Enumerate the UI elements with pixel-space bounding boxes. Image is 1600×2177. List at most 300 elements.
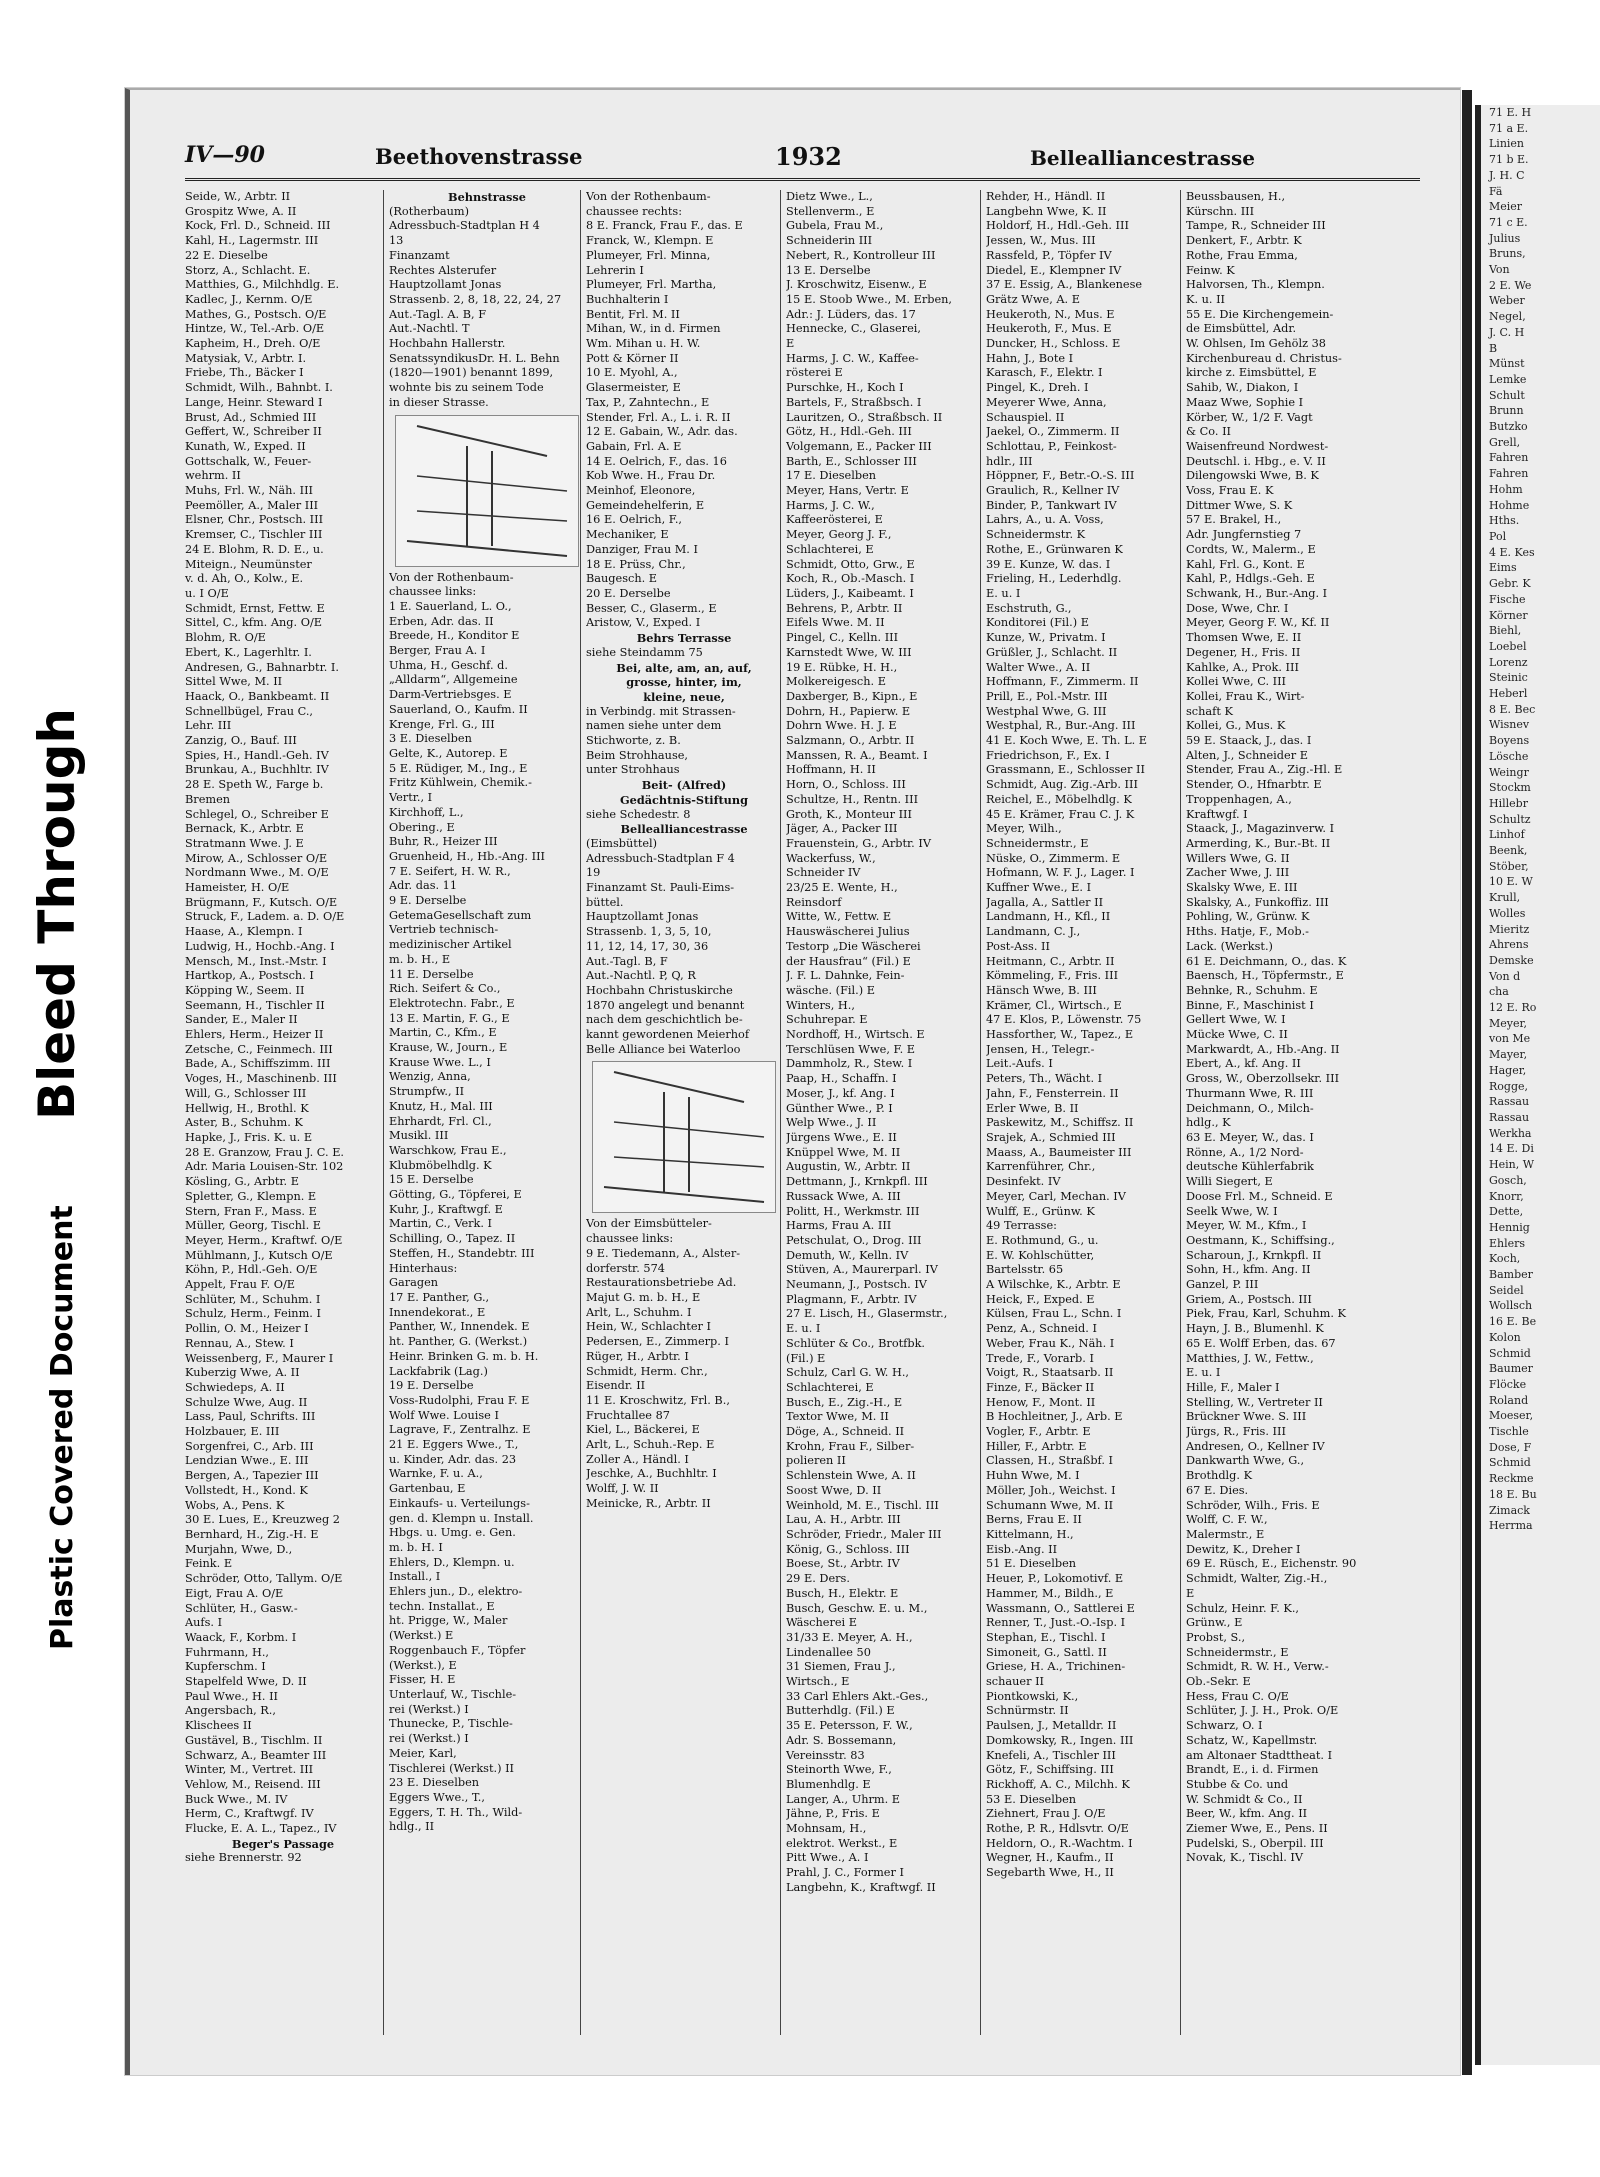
directory-entry: Beit- (Alfred): [641, 778, 727, 793]
strip-entry: Demske: [1489, 953, 1534, 967]
directory-entry: Lagrave, F., Zentralhz. E: [389, 1423, 531, 1437]
directory-entry: Fruchtallee 87: [586, 1408, 670, 1422]
directory-entry: Huhn Wwe, M. I: [986, 1469, 1080, 1483]
directory-entry: Arlt, L., Schuh.-Rep. E: [586, 1438, 715, 1452]
directory-entry: Pedersen, E., Zimmerp. I: [586, 1335, 729, 1349]
directory-entry: Plumeyer, Frl. Minna,: [586, 248, 711, 262]
directory-entry: J. Kroschwitz, Eisenw., E: [786, 278, 927, 292]
directory-entry: Sohn, H., kfm. Ang. II: [1186, 1263, 1311, 1277]
directory-entry: gen. d. Klempn u. Install.: [389, 1511, 534, 1525]
directory-entry: Dohrn Wwe. H. J. E: [786, 719, 897, 733]
directory-entry: Mathes, G., Postsch. O/E: [185, 307, 327, 321]
directory-entry: 33 Carl Ehlers Akt.-Ges.,: [786, 1689, 929, 1703]
directory-entry: Kömmeling, F., Fris. III: [986, 969, 1119, 983]
directory-entry: nach dem geschichtlich be-: [586, 1013, 743, 1027]
directory-entry: Berger, Frau A. I: [389, 644, 486, 658]
strip-entry: Hennig: [1489, 1220, 1530, 1234]
directory-entry: Zetsche, C., Feinmech. III: [185, 1042, 333, 1056]
directory-entry: chaussee links:: [389, 585, 477, 599]
directory-entry: 5 E. Rüdiger, M., Ing., E: [389, 761, 528, 775]
directory-entry: Bartels, F., Straßbsch. I: [786, 395, 922, 409]
strip-entry: Mayer,: [1489, 1048, 1528, 1062]
strip-entry: Brunn: [1489, 404, 1524, 418]
directory-entry: 18 E. Prüss, Chr.,: [586, 557, 686, 571]
directory-entry: Hein, W., Schlachter I: [586, 1320, 711, 1334]
strip-entry: Fä: [1489, 184, 1503, 198]
directory-entry: Willi Siegert, E: [1186, 1175, 1273, 1189]
directory-entry: Kahlke, A., Prok. III: [1186, 660, 1299, 674]
directory-entry: Daxberger, B., Kipn., E: [786, 689, 918, 703]
directory-entry: Martin, C., Kfm., E: [389, 1026, 497, 1040]
directory-entry: 49 Terrasse:: [986, 1219, 1057, 1233]
directory-entry: Müller, Georg, Tischl. E: [185, 1219, 322, 1233]
directory-entry: W. Ohlsen, Im Gehölz 38: [1186, 337, 1326, 351]
directory-entry: 15 E. Stoob Wwe., M. Erben,: [786, 292, 953, 306]
directory-entry: Meinicke, R., Arbtr. II: [586, 1496, 711, 1510]
directory-entry: „Alldarm“, Allgemeine: [389, 673, 518, 687]
strip-entry: Stöber,: [1489, 859, 1529, 873]
directory-entry: Winter, M., Vertret. III: [185, 1763, 314, 1777]
directory-entry: Musikl. III: [389, 1129, 449, 1143]
directory-entry: hdlr., III: [986, 454, 1033, 468]
directory-entry: Struck, F., Ladem. a. D. O/E: [185, 910, 345, 924]
directory-entry: Malermstr., E: [1186, 1527, 1265, 1541]
directory-entry: Kollei, Frau K., Wirt-: [1186, 689, 1305, 703]
directory-entry: 39 E. Kunze, W. das. I: [986, 557, 1111, 571]
directory-entry: Schnürmstr. II: [986, 1704, 1069, 1718]
strip-entry: Julius: [1489, 231, 1521, 245]
directory-entry: Beger's Passage: [231, 1836, 335, 1851]
strip-entry: Zimack: [1489, 1503, 1530, 1517]
directory-entry: Bentit, Frl. M. II: [586, 307, 680, 321]
strip-entry: Roland: [1489, 1393, 1529, 1407]
directory-entry: Thunecke, P., Tischle-: [389, 1717, 513, 1731]
directory-entry: Weissenberg, F., Maurer I: [185, 1351, 334, 1365]
directory-entry: deutsche Kühlerfabrik: [1186, 1160, 1314, 1174]
directory-entry: Waisenfreund Nordwest-: [1186, 439, 1329, 453]
directory-entry: Harms, J. C. W.,: [786, 498, 875, 512]
directory-entry: Eisb.-Ang. II: [986, 1542, 1058, 1556]
directory-entry: Geffert, W., Schreiber II: [185, 425, 322, 439]
strip-entry: Mieritz: [1489, 922, 1530, 936]
directory-entry: Moser, J., kf. Ang. I: [786, 1086, 895, 1100]
directory-entry: Lauritzen, O., Straßbsch. II: [786, 410, 943, 424]
directory-entry: Hoffmann, F., Zimmerm. II: [986, 675, 1139, 689]
directory-entry: Heukeroth, F., Mus. E: [986, 322, 1112, 336]
directory-entry: Walter Wwe., A. II: [986, 660, 1091, 674]
directory-entry: Westphal Wwe, G. III: [986, 704, 1107, 718]
directory-entry: Paul Wwe., H. II: [185, 1689, 279, 1703]
directory-entry: Dose, Wwe, Chr. I: [1186, 601, 1289, 615]
directory-entry: Pollin, O. M., Heizer I: [185, 1322, 309, 1336]
directory-entry: SenatssyndikusDr. H. L. Behn: [389, 351, 560, 365]
directory-entry: Glasermeister, E: [586, 381, 681, 395]
strip-entry: Butzko: [1489, 420, 1528, 434]
directory-entry: Beer, W., kfm. Ang. II: [1186, 1807, 1308, 1821]
directory-entry: 11 E. Kroschwitz, Frl. B.,: [586, 1393, 730, 1407]
directory-entry: Dewitz, K., Dreher I: [1186, 1542, 1301, 1556]
directory-entry: Vertrieb technisch-: [389, 923, 499, 937]
strip-entry: cha: [1489, 985, 1509, 999]
directory-entry: E. W. Kohlschütter,: [986, 1248, 1095, 1262]
directory-entry: Stelling, W., Vertreter II: [1186, 1395, 1323, 1409]
directory-entry: Tischlerei (Werkst.) II: [389, 1761, 515, 1775]
directory-entry: Schlenstein Wwe, A. II: [786, 1469, 916, 1483]
directory-entry: Meyerer Wwe, Anna,: [986, 395, 1107, 409]
directory-entry: 12 E. Gabain, W., Adr. das.: [586, 425, 738, 439]
directory-entry: Blohm, R. O/E: [185, 631, 266, 645]
directory-entry: Staack, J., Magazinverw. I: [1186, 822, 1335, 836]
directory-entry: Dettmann, J., Krnkpfl. III: [786, 1175, 928, 1189]
page-header: [185, 142, 1420, 181]
strip-entry: Boyens: [1489, 734, 1530, 748]
directory-entry: Ehlers, D., Klempn. u.: [389, 1555, 515, 1569]
directory-entry: Kunze, W., Privatm. I: [986, 631, 1106, 645]
directory-entry: Hochbahn Christuskirche: [586, 983, 733, 997]
directory-entry: Peemöller, A., Maler III: [185, 498, 319, 512]
directory-entry: Hintze, W., Tel.-Arb. O/E: [185, 322, 325, 336]
directory-entry: Warschkow, Frau E.,: [389, 1143, 507, 1157]
directory-entry: Uhma, H., Geschf. d.: [389, 658, 508, 672]
directory-entry: Witte, W., Fettw. E: [786, 910, 892, 924]
directory-entry: Krämer, Cl., Wirtsch., E: [986, 998, 1122, 1012]
directory-entry: Belle Alliance bei Waterloo: [586, 1042, 741, 1056]
directory-entry: 31 Siemen, Frau J.,: [786, 1660, 896, 1674]
directory-entry: schauer II: [986, 1675, 1045, 1689]
directory-entry: Götz, H., Hdl.-Geh. III: [786, 425, 912, 439]
directory-entry: Schauspiel. II: [986, 410, 1065, 424]
directory-entry: u. I O/E: [185, 586, 229, 600]
directory-entry: Mücke Wwe, C. II: [1186, 1028, 1288, 1042]
strip-entry: Pol: [1489, 529, 1507, 543]
directory-entry: Andresen, O., Kellner IV: [1186, 1439, 1325, 1453]
directory-entry: 11 E. Derselbe: [389, 967, 474, 981]
directory-entry: 23/25 E. Wente, H.,: [786, 881, 898, 895]
directory-entry: Henow, F., Mont. II: [986, 1395, 1096, 1409]
directory-entry: Jeschke, A., Buchhltr. I: [586, 1467, 717, 1481]
directory-column: [580, 190, 782, 2035]
strip-entry: Seidel: [1489, 1283, 1524, 1297]
directory-entry: Hauswäscherei Julius: [786, 925, 910, 939]
directory-entry: 9 E. Tiedemann, A., Alster-: [586, 1246, 741, 1260]
directory-entry: Adr. Jungfernstieg 7: [1186, 528, 1302, 542]
strip-entry: Eims: [1489, 561, 1517, 575]
directory-entry: 67 E. Dies.: [1186, 1483, 1249, 1497]
strip-entry: Wisnev: [1489, 718, 1530, 732]
directory-entry: Eigt, Frau A. O/E: [185, 1586, 284, 1600]
directory-entry: Hauptzollamt Jonas: [389, 278, 502, 292]
directory-entry: Ebert, K., Lagerhltr. I.: [185, 645, 312, 659]
strip-entry: Gebr. K: [1489, 577, 1531, 591]
directory-entry: Hänsch Wwe, B. III: [986, 983, 1097, 997]
directory-entry: Boese, St., Arbtr. IV: [786, 1557, 900, 1571]
directory-entry: Matthies, J. W., Fettw.,: [1186, 1351, 1314, 1365]
directory-entry: Willers Wwe, G. II: [1186, 851, 1290, 865]
directory-entry: Kirchhoff, L.,: [389, 805, 464, 819]
directory-entry: Domkowsky, R., Ingen. III: [986, 1733, 1134, 1747]
directory-entry: Schwarz, A., Beamter III: [185, 1748, 327, 1762]
directory-entry: Hochbahn Hallerstr.: [389, 337, 506, 351]
directory-entry: Sittel, C., kfm. Ang. O/E: [185, 616, 323, 630]
directory-entry: Ehlers, Herm., Heizer II: [185, 1028, 324, 1042]
directory-column: [780, 190, 982, 2035]
directory-entry: Ziehnert, Frau J. O/E: [986, 1807, 1106, 1821]
directory-entry: Butterhdlg. (Fil.) E: [786, 1704, 895, 1718]
directory-entry: ht. Panther, G. (Werkst.): [389, 1335, 528, 1349]
directory-entry: Wobs, A., Pens. K: [185, 1498, 285, 1512]
directory-entry: Eggers Wwe., T.,: [389, 1790, 485, 1804]
strip-entry: 71 b E.: [1489, 153, 1529, 167]
directory-entry: Meyer, W. M., Kfm., I: [1186, 1219, 1307, 1233]
directory-entry: Mohnsam, H.,: [786, 1822, 867, 1836]
directory-entry: Kittelmann, H.,: [986, 1527, 1074, 1541]
directory-entry: Grünw., E: [1186, 1616, 1243, 1630]
strip-entry: 71 c E.: [1489, 215, 1528, 229]
directory-entry: Friebe, Th., Bäcker I: [185, 366, 304, 380]
directory-entry: Install., I: [389, 1570, 441, 1584]
directory-entry: Stender, Frl. A., L. i. R. II: [586, 410, 731, 424]
directory-entry: Aut.-Tagl. B, F: [586, 954, 668, 968]
directory-entry: Holzbauer, E. III: [185, 1425, 280, 1439]
directory-entry: Schmidt, Herm. Chr.,: [586, 1364, 708, 1378]
directory-entry: Besser, C., Glaserm., E: [586, 601, 717, 615]
directory-entry: Sander, E., Maler II: [185, 1013, 298, 1027]
directory-entry: Sauerland, O., Kaufm. II: [389, 702, 528, 716]
directory-entry: Rickhoff, A. C., Milchh. K: [986, 1777, 1130, 1791]
strip-entry: Hohm: [1489, 482, 1523, 496]
directory-entry: Hellwig, H., Brothl. K: [185, 1101, 309, 1115]
directory-entry: Ziemer Wwe, E., Pens. II: [1186, 1822, 1328, 1836]
directory-entry: 37 E. Essig, A., Blankenese: [986, 278, 1143, 292]
directory-entry: Flucke, E. A. L., Tapez., IV: [185, 1822, 337, 1836]
directory-entry: dorferstr. 574: [586, 1261, 665, 1275]
directory-entry: Meyer, Georg J. F.,: [786, 528, 892, 542]
directory-entry: Volgemann, E., Packer III: [786, 439, 932, 453]
bleed-through-label: Bleed Through: [28, 708, 86, 1120]
directory-entry: Kiel, L., Bäckerei, E: [586, 1423, 700, 1437]
adjacent-page-strip: [1475, 105, 1600, 2065]
strip-entry: 71 a E.: [1489, 121, 1529, 135]
directory-entry: E: [1186, 1586, 1195, 1600]
strip-entry: Lemke: [1489, 372, 1527, 386]
directory-entry: in dieser Strasse.: [389, 395, 489, 409]
directory-entry: Hahn, J., Bote I: [986, 351, 1074, 365]
strip-entry: Krull,: [1489, 891, 1521, 905]
directory-entry: Schatz, W., Kapellmstr.: [1186, 1733, 1318, 1747]
directory-entry: Gabain, Frl. A. E: [586, 439, 682, 453]
directory-entry: Paap, H., Schaffn. I: [786, 1072, 897, 1086]
directory-entry: Wenzig, Anna,: [389, 1070, 471, 1084]
directory-entry: Bergen, A., Tapezier III: [185, 1469, 319, 1483]
directory-entry: wäsche. (Fil.) E: [786, 983, 875, 997]
directory-entry: Karrenführer, Chr.,: [986, 1160, 1096, 1174]
directory-entry: Wirtsch., E: [786, 1675, 850, 1689]
directory-entry: Pohling, W., Grünw. K: [1186, 910, 1310, 924]
directory-entry: Horn, O., Schloss. III: [786, 778, 906, 792]
strip-entry: Schmid: [1489, 1346, 1531, 1360]
directory-entry: Pingel, C., Kelln. III: [786, 631, 899, 645]
directory-entry: Wäscherei E: [786, 1616, 857, 1630]
directory-entry: Obering., E: [389, 820, 455, 834]
directory-entry: Schulz, Herm., Feinm. I: [185, 1307, 321, 1321]
directory-entry: Behrs Terrasse: [636, 631, 732, 646]
directory-entry: Bartelsstr. 65: [986, 1263, 1064, 1277]
directory-entry: Gruenheid, H., Hb.-Ang. III: [389, 849, 545, 863]
directory-entry: Busch, Geschw. E. u. M.,: [786, 1601, 928, 1615]
strip-entry: Rassau: [1489, 1111, 1530, 1124]
directory-entry: Eifels Wwe. M. II: [786, 616, 885, 630]
directory-entry: kannt gewordenen Meierhof: [586, 1028, 750, 1042]
directory-entry: Schmidt, Otto, Grw., E: [786, 557, 915, 571]
directory-entry: 9 E. Derselbe: [389, 894, 467, 908]
directory-entry: Franck, W., Klempn. E: [586, 234, 714, 248]
directory-entry: Textor Wwe, M. II: [786, 1410, 889, 1424]
directory-entry: namen siehe unter dem: [586, 719, 722, 733]
directory-entry: Wulff, E., Grünw. K: [986, 1204, 1095, 1218]
directory-entry: Köhn, P., Hdl.-Geh. O/E: [185, 1263, 318, 1277]
directory-entry: Schlachterei, E: [786, 1380, 874, 1394]
directory-entry: Brunkau, A., Buchhltr. IV: [185, 763, 329, 777]
directory-entry: Schulz, Carl G. W. H.,: [786, 1366, 910, 1380]
directory-entry: Voigt, R., Staatsarb. II: [986, 1366, 1114, 1380]
directory-entry: Finanzamt: [389, 248, 450, 262]
strip-entry: Dette,: [1489, 1205, 1524, 1219]
directory-entry: Meinhof, Eleonore,: [586, 484, 696, 498]
directory-entry: Rüger, H., Arbtr. I: [586, 1349, 689, 1363]
directory-entry: Krause Wwe. L., I: [389, 1055, 491, 1069]
directory-entry: Nebert, R., Kontrolleur III: [786, 248, 936, 262]
strip-entry: Wolles: [1489, 906, 1526, 920]
directory-entry: Angersbach, R.,: [185, 1704, 276, 1718]
directory-entry: Bade, A., Schiffszimm. III: [185, 1057, 331, 1071]
directory-entry: 13 E. Martin, F. G., E: [389, 1011, 510, 1025]
directory-entry: Aufs. I: [185, 1616, 223, 1630]
directory-entry: Griem, A., Postsch. III: [1186, 1292, 1312, 1306]
directory-entry: Denkert, F., Arbtr. K: [1186, 234, 1302, 248]
directory-entry: Frieling, H., Lederhdlg.: [986, 572, 1122, 586]
directory-entry: Nordhoff, H., Wirtsch. E: [786, 1028, 925, 1042]
directory-entry: Gubela, Frau M.,: [786, 219, 884, 233]
strip-entry: 2 E. We: [1489, 278, 1532, 292]
directory-entry: Adr. Maria Louisen-Str. 102: [185, 1160, 344, 1174]
directory-entry: 17 E. Panther, G.,: [389, 1291, 490, 1304]
directory-column: [980, 190, 1182, 2035]
directory-entry: Reichel, E., Möbelhdlg. K: [986, 792, 1132, 806]
directory-entry: Lehr. III: [185, 719, 232, 733]
strip-entry: Meyer,: [1489, 1016, 1528, 1030]
directory-entry: Holdorf, H., Hdl.-Geh. III: [986, 219, 1129, 233]
directory-entry: Cordts, W., Malerm., E: [1186, 542, 1316, 556]
directory-entry: Jürgens Wwe., E. II: [786, 1131, 897, 1144]
strip-entry: 16 E. Be: [1489, 1315, 1537, 1329]
directory-entry: Schwiedeps, A. II: [185, 1380, 285, 1394]
strip-entry: Linhof: [1489, 828, 1525, 842]
directory-entry: Muhs, Frl. W., Näh. III: [185, 484, 314, 498]
strip-entry: Heberl: [1489, 687, 1528, 701]
directory-entry: 10 E. Myohl, A.,: [586, 366, 678, 380]
directory-entry: Voges, H., Maschinenb. III: [185, 1072, 337, 1086]
directory-entry: Petschulat, O., Drog. III: [786, 1233, 922, 1247]
directory-entry: König, G., Schloss. III: [786, 1542, 910, 1556]
directory-entry: Schulz, Heinr. F. K.,: [1186, 1601, 1300, 1615]
directory-entry: 45 E. Krämer, Frau C. J. K: [986, 807, 1135, 821]
strip-entry: 12 E. Ro: [1489, 1001, 1537, 1015]
directory-entry: 24 E. Blohm, R. D. E., u.: [185, 542, 324, 556]
strip-entry: J. H. C: [1489, 168, 1525, 182]
directory-entry: Erler Wwe, B. II: [986, 1101, 1079, 1115]
directory-entry: Kahl, Frl. G., Kont. E: [1186, 557, 1305, 571]
strip-entry: Weber: [1489, 294, 1525, 308]
directory-entry: Köpping W., Seem. II: [185, 983, 305, 997]
directory-entry: Prill, E., Pol.-Mstr. III: [986, 689, 1108, 703]
directory-page: [125, 88, 1460, 2075]
directory-entry: chaussee rechts:: [586, 204, 683, 218]
strip-entry: 14 E. Di: [1489, 1142, 1534, 1156]
directory-entry: Knefeli, A., Tischler III: [986, 1748, 1116, 1762]
directory-entry: Peters, Th., Wächt. I: [986, 1072, 1103, 1086]
directory-entry: Möller, Joh., Weichst. I: [986, 1483, 1116, 1497]
directory-entry: 8 E. Franck, Frau F., das. E: [586, 219, 743, 233]
strip-entry: 71 E. H: [1489, 106, 1532, 119]
left-street-heading: Beethovenstrasse: [375, 144, 583, 169]
directory-entry: Hammer, M., Bildh., E: [986, 1586, 1114, 1600]
directory-entry: (Fil.) E: [786, 1351, 826, 1365]
directory-entry: Maass, A., Baumeister III: [986, 1145, 1132, 1159]
directory-entry: Thurmann Wwe, R. III: [1186, 1086, 1314, 1100]
strip-entry: Bamber: [1489, 1268, 1533, 1282]
directory-entry: 55 E. Die Kirchengemein-: [1186, 307, 1334, 321]
directory-entry: Kollei, G., Mus. K: [1186, 719, 1286, 733]
directory-entry: Schilling, O., Tapez. II: [389, 1232, 516, 1246]
directory-entry: Heuer, P., Lokomotivf. E: [986, 1572, 1124, 1586]
directory-entry: Herm, C., Kraftwgf. IV: [185, 1807, 314, 1821]
directory-entry: Schneidermstr., E: [1186, 1645, 1289, 1659]
directory-entry: Lass, Paul, Schrifts. III: [185, 1410, 316, 1424]
directory-entry: hdlg., II: [389, 1820, 435, 1834]
directory-entry: Aut.-Nachtl. T: [389, 322, 470, 336]
directory-entry: Kirchenbureau d. Christus-: [1186, 351, 1342, 365]
directory-entry: Hapke, J., Fris. K. u. E: [185, 1131, 313, 1144]
directory-columns: [185, 190, 1420, 2035]
directory-entry: Warnke, F. u. A.,: [389, 1467, 483, 1481]
directory-entry: Adr. das. 11: [389, 879, 458, 893]
strip-entry: Fische: [1489, 592, 1526, 606]
directory-entry: Brandt, E., i. d. Firmen: [1186, 1763, 1319, 1777]
directory-entry: Weinhold, M. E., Tischl. III: [786, 1498, 939, 1512]
strip-entry: Ahrens: [1489, 938, 1529, 952]
directory-entry: Gelte, K., Autorep. E: [389, 746, 508, 760]
directory-entry: Krenge, Frl. G., III: [389, 717, 495, 731]
directory-entry: Ob.-Sekr. E: [1186, 1675, 1251, 1689]
directory-entry: Landmann, C. J.,: [986, 925, 1081, 939]
directory-entry: Appelt, Frau F. O/E: [185, 1278, 296, 1292]
directory-entry: Bernack, K., Arbtr. E: [185, 822, 304, 836]
directory-entry: Beussbausen, H.,: [1186, 190, 1286, 203]
directory-entry: Lack. (Werkst.): [1186, 939, 1273, 953]
directory-entry: Schwank, H., Bur.-Ang. I: [1186, 586, 1328, 600]
directory-entry: Gartenbau, E: [389, 1482, 466, 1496]
directory-entry: 1870 angelegt und benannt: [586, 998, 745, 1012]
directory-entry: Aster, B., Schuhm. K: [185, 1116, 303, 1130]
directory-entry: Skalsky, A., Funkoffiz. III: [1186, 895, 1329, 909]
street-map-sketch: [395, 415, 579, 567]
page-number: IV—90: [185, 142, 265, 168]
strip-entry: Hager,: [1489, 1063, 1527, 1077]
strip-entry: Dose, F: [1489, 1440, 1532, 1454]
directory-entry: Wolff, J. W. II: [586, 1482, 659, 1496]
directory-entry: Stichworte, z. B.: [586, 734, 681, 748]
directory-entry: Kremser, C., Tischler III: [185, 528, 323, 542]
